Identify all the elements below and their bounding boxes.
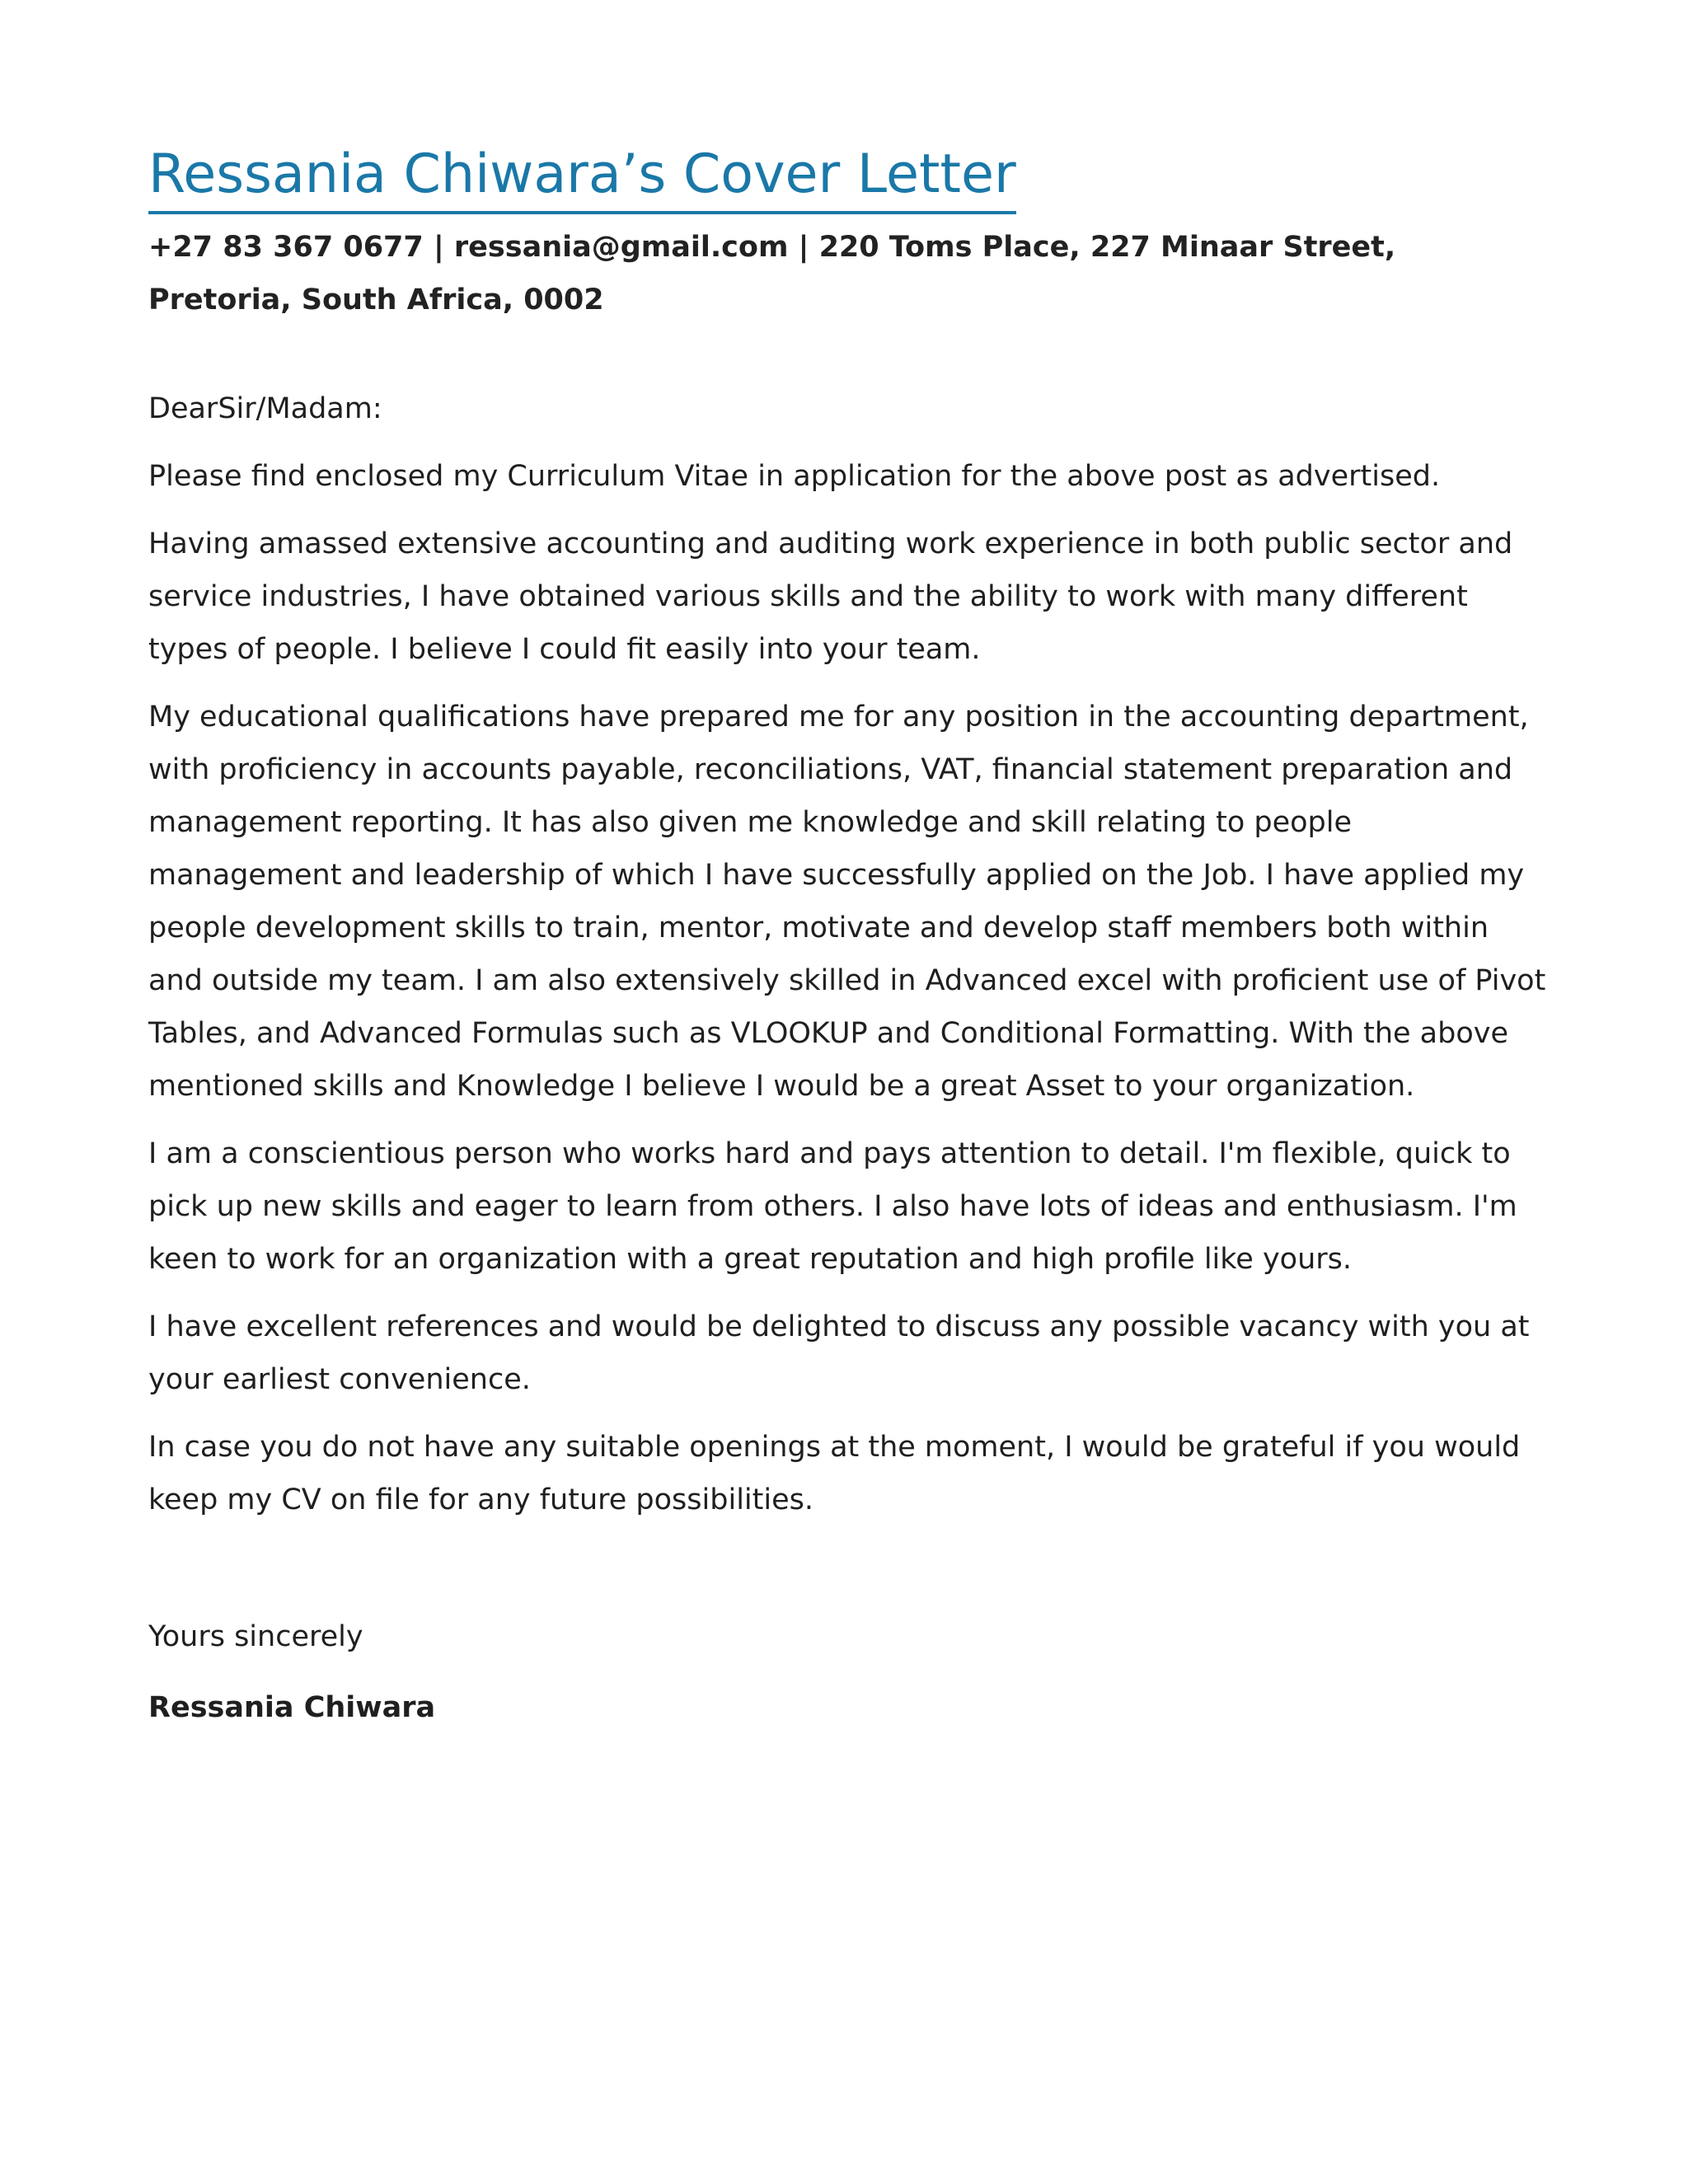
letter-paragraph-1: Please find enclosed my Curriculum Vitae in application for the above post as advertised. [148,460,1441,493]
letter-paragraph-5: I have excellent references and would be delighted to discuss any possible vacancy with you at your earliest convenience. [148,1310,1530,1396]
cover-letter-page [148,138,1550,1734]
letter-paragraph-2: Having amassed extensive accounting and auditing work experience in both public sector and service industries, I have obtained various skills and the ability to work with many different types of people. I believe I could fit easily into your team. [148,527,1513,666]
letter-title: Ressania Chiwara’s Cover Letter [148,138,1016,214]
letter-paragraph-6: In case you do not have any suitable openings at the moment, I would be grateful if you would keep my CV on file for any future possibilities. [148,1431,1521,1516]
salutation: DearSir/Madam: [148,392,382,425]
closing-line: Yours sincerely [148,1620,363,1653]
signature-name: Ressania Chiwara [148,1691,436,1724]
contact-details: +27 83 367 0677 | ressania@gmail.com | 220 Toms Place, 227 Minaar Street, Pretoria, South Africa, 0002 [148,231,1396,316]
letter-paragraph-3: My educational qualifications have prepared me for any position in the accounting department, with proficiency in accounts payable, reconciliations, VAT, financial statement preparation and management reporting. It has also given me knowledge and skill relating to people management and leadership of which I have successfully applied on the Job. I have applied my people development skills to train, mentor, motivate and develop staff members both within and outside my team. I am also extensively skilled in Advanced excel with proficient use of Pivot Tables, and Advanced Formulas such as VLOOKUP and Conditional Formatting. With the above mentioned skills and Knowledge I believe I would be a great Asset to your organization. [148,701,1546,1103]
letter-paragraph-4: I am a conscientious person who works hard and pays attention to detail. I'm flexible, quick to pick up new skills and eager to learn from others. I also have lots of ideas and enthusiasm. I'm keen to work for an organization with a great reputation and high profile like yours. [148,1137,1517,1276]
